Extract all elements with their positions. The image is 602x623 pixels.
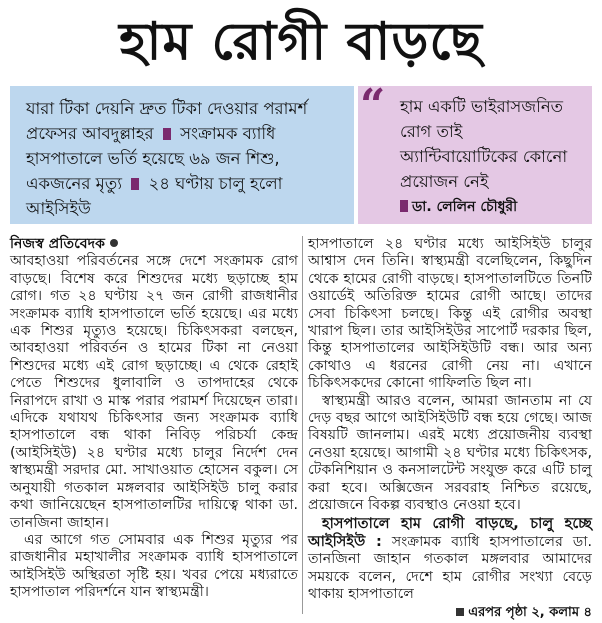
article-paragraph: সংক্রামক ব্যাধি হাসপাতালের ডা. তানজিনা জাহান গতকাল মঙ্গলবার আমাদের সময়কে বলেন, দেশে হাম রোগীর সংখ্যা বেড়ে থাকায় হাসপাতালে [308, 533, 592, 603]
article-paragraph: স্বাস্থ্যমন্ত্রী আরও বলেন, আমরা জানতাম না যে দেড় বছর আগে আইসিইউটি বন্ধ হয়ে গেছে। আজ বিষয়টি জানলাম। এরই মধ্যে প্রয়োজনীয় ব্যবস্থা নেওয়া হয়েছে। আগামী ২৪ ঘণ্টার মধ্যে চিকিৎসক, টেকনিশিয়ান ও কনসালটেন্ট সংযুক্ত করে এটি চালু করা হবে। অক্সিজেন সরবরাহ নিশ্চিত রয়েছে, প্রয়োজনে বিকল্প ব্যবস্থাও নেওয়া হবে। [308, 392, 592, 514]
square-bullet-icon [131, 178, 139, 190]
headline: হাম রোগী বাড়ছে [119, 11, 483, 72]
article-column-right [308, 236, 592, 621]
article-paragraph: এর আগে গত সোমবার এক শিশুর মৃত্যুর পর রাজধানীর মহাখালীর সংক্রামক ব্যাধি হাসপাতালে আইসিইউ অস্থিরতা সৃষ্টি হয়। খবর পেয়ে মধ্যরাতে হাসপাতাল পরিদর্শনে যান স্বাস্থ্যমন্ত্রী। [10, 531, 298, 601]
quote-box [358, 80, 592, 224]
summary-part-1: যারা টিকা দেয়নি দ্রুত টিকা দেওয়ার পরামর্শ প্রফেসর আবদুল্লাহর [26, 99, 308, 143]
summary-part-3: ২৪ ঘণ্টায় চালু হলো আইসিইউ [26, 174, 283, 218]
continued-label: এরপর পৃষ্ঠা ২, কলাম ৪ [468, 604, 592, 620]
byline: নিজস্ব প্রতিবেদক [10, 236, 106, 252]
quote-text: হাম একটি ভাইরাসজনিত রোগ তাই অ্যান্টিবায়োটিকের কোনো প্রয়োজন নেই [400, 97, 568, 191]
article-column-left [10, 236, 298, 602]
continued-note [308, 604, 592, 621]
quote-author [400, 196, 584, 218]
quote-mark-icon: “ [360, 80, 386, 131]
square-bullet-icon [163, 128, 171, 140]
summary-part-2: সংক্রামক ব্যাধি হাসপাতালে ভর্তি হয়েছে ৬৯ জন শিশু, একজনের মৃত্যু [26, 124, 280, 193]
article-paragraph: আবহাওয়া পরিবর্তনের সঙ্গে দেশে সংক্রামক রোগ বাড়ছে। বিশেষ করে শিশুদের মধ্যে ছড়াচ্ছে হাম রোগ। গত ২৪ ঘণ্টায় ২৭ জন রোগী রাজধানীর সংক্রামক ব্যাধি হাসপাতালে ভর্তি হয়েছে। এর মধ্যে এক শিশুর মৃত্যুও হয়েছে। চিকিৎসকরা বলছেন, আবহাওয়া পরিবর্তন ও হামের টিকা না নেওয়া শিশুদের মধ্যে এই রোগ ছড়াচ্ছে। এ থেকে রেহাই পেতে শিশুদের ধুলাবালি ও তাপদাহের থেকে নিরাপদে রাখা ও মাস্ক পরার পরামর্শ দিয়েছেন তারা। এদিকে যথাযথ চিকিৎসার জন্য সংক্রামক ব্যাধি হাসপাতালে বন্ধ থাকা নিবিড় পরিচর্যা কেন্দ্র (আইসিইউ) ২৪ ঘণ্টার মধ্যে চালুর নির্দেশ দেন স্বাস্থ্যমন্ত্রী সরদার মো. সাখাওয়াত হোসেন বকুল। সে অনুযায়ী গতকাল মঙ্গলবার আইসিইউ চালু করার কথা জানিয়েছেন হাসপাতালটির দায়িত্বে থাকা ডা. তানজিনা জাহান। [10, 253, 298, 531]
column-divider [302, 236, 303, 614]
square-bullet-icon [400, 200, 408, 212]
summary-box [10, 86, 354, 224]
article-paragraph: হাসপাতালে ২৪ ঘণ্টার মধ্যে আইসিইউ চালুর আশ্বাস দেন তিনি। স্বাস্থ্যমন্ত্রী বলেছিলেন, কিছুদিন থেকে হামের রোগী বাড়ছে। হাসপাতালটিতে তিনটি ওয়ার্ডেই অতিরিক্ত হামের রোগী আছে। তাদের সেবা চিকিৎসা চলছে। কিন্তু এই রোগীর অবস্থা খারাপ ছিল। তার আইসিইউর সাপোর্ট দরকার ছিল, কিন্তু হাসপাতালের আইসিইউটি বন্ধ। আর অন্য কোথাও এ ধরনের রোগী নেয় না। এখানে চিকিৎসকদের কোনো গাফিলতি ছিল না। [308, 236, 592, 392]
sub-heading: হাসপাতালে হাম রোগী বাড়ছে, চালু হচ্ছে আইসিইউ : [308, 514, 592, 550]
square-bullet-icon [456, 608, 464, 616]
bullet-dot-icon [110, 239, 118, 247]
quote-author-name: ডা. লেলিন চৌধুরী [412, 199, 518, 215]
